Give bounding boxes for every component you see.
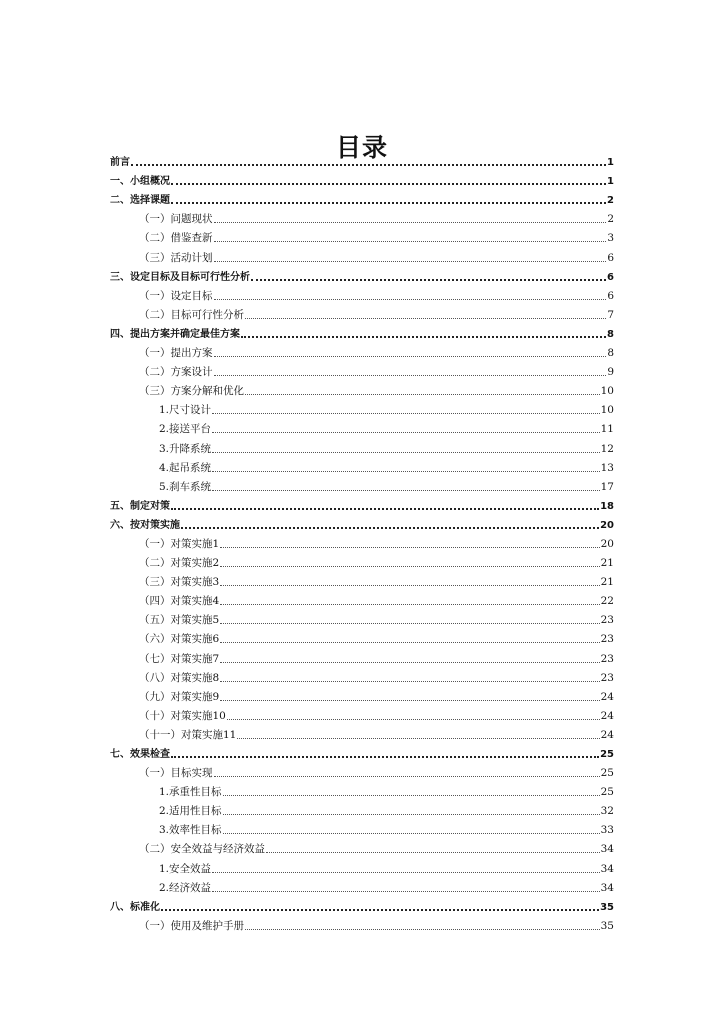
toc-entry[interactable] [110, 608, 614, 627]
toc-entry[interactable] [110, 761, 614, 780]
toc-entry-label: （五）对策实施5 [139, 614, 220, 627]
toc-dot-leader [214, 261, 607, 262]
toc-entry-page-number: 20 [600, 519, 614, 531]
toc-entry[interactable] [110, 265, 614, 284]
toc-entry-label: （一）目标实现 [139, 767, 213, 780]
toc-entry-label: 2.接送平台 [159, 423, 212, 436]
toc-entry-page-number: 8 [607, 328, 614, 340]
toc-entry-label: （七）对策实施7 [139, 652, 220, 665]
toc-dot-leader [214, 241, 607, 242]
toc-entry-label: 二、选择课题 [110, 195, 170, 207]
toc-entry-label: （十一）对策实施11 [139, 728, 237, 741]
toc-dot-leader [220, 623, 599, 624]
toc-dot-leader [212, 891, 600, 892]
toc-dot-leader [220, 681, 599, 682]
toc-entry[interactable] [110, 876, 614, 895]
table-of-contents [110, 150, 614, 933]
toc-entry-page-number: 3 [607, 232, 614, 245]
toc-entry-label: 1.尺寸设计 [159, 404, 212, 417]
toc-entry-page-number: 35 [600, 919, 614, 932]
toc-entry-label: 五、制定对策 [110, 500, 170, 512]
toc-dot-leader [220, 604, 599, 605]
toc-entry-page-number: 25 [600, 767, 614, 780]
toc-entry-page-number: 34 [600, 843, 614, 856]
toc-entry-label: 前言 [110, 157, 130, 169]
toc-dot-leader [220, 662, 599, 663]
toc-entry-page-number: 2 [607, 213, 614, 226]
toc-entry-page-number: 24 [600, 690, 614, 703]
toc-entry[interactable] [110, 685, 614, 704]
toc-entry-label: （八）对策实施8 [139, 671, 220, 684]
toc-entry[interactable] [110, 284, 614, 303]
toc-entry[interactable] [110, 436, 614, 455]
toc-entry-page-number: 22 [600, 595, 614, 608]
toc-dot-leader [214, 356, 607, 357]
toc-dot-leader [212, 490, 600, 491]
toc-entry-page-number: 25 [600, 786, 614, 799]
toc-entry-label: 四、提出方案并确定最佳方案 [110, 328, 240, 340]
toc-dot-leader [223, 833, 600, 834]
toc-entry-label: （三）对策实施3 [139, 576, 220, 589]
toc-entry-label: （一）设定目标 [139, 289, 213, 302]
toc-entry[interactable] [110, 188, 614, 207]
toc-entry-label: （十）对策实施10 [139, 709, 226, 722]
toc-entry-label: （一）使用及维护手册 [139, 919, 244, 932]
toc-entry-page-number: 25 [600, 749, 614, 760]
toc-entry[interactable] [110, 723, 614, 742]
toc-entry-page-number: 33 [600, 824, 614, 837]
toc-entry-page-number: 21 [600, 576, 614, 589]
toc-entry-page-number: 24 [600, 709, 614, 722]
toc-entry[interactable] [110, 513, 614, 532]
toc-dot-leader [245, 929, 600, 930]
toc-entry-page-number: 23 [600, 652, 614, 665]
toc-entry-page-number: 11 [600, 423, 614, 436]
toc-entry-label: 4.起吊系统 [159, 461, 212, 474]
toc-entry-page-number: 10 [600, 385, 614, 398]
toc-entry-label: 3.升降系统 [159, 442, 212, 455]
toc-dot-leader [212, 432, 600, 433]
toc-dot-leader [171, 756, 599, 758]
toc-entry-page-number: 21 [600, 557, 614, 570]
toc-entry-page-number: 34 [600, 881, 614, 894]
toc-entry[interactable] [110, 322, 614, 341]
toc-entry-page-number: 34 [600, 862, 614, 875]
toc-dot-leader [245, 318, 606, 319]
toc-entry-page-number: 8 [607, 347, 614, 360]
toc-entry-label: （一）提出方案 [139, 347, 213, 360]
toc-entry[interactable] [110, 799, 614, 818]
toc-dot-leader [214, 776, 600, 777]
toc-entry[interactable] [110, 742, 614, 761]
toc-entry[interactable] [110, 856, 614, 875]
toc-entry-label: 三、设定目标及目标可行性分析 [110, 271, 250, 283]
toc-entry-label: （三）方案分解和优化 [139, 385, 244, 398]
toc-entry-label: （六）对策实施6 [139, 633, 220, 646]
toc-dot-leader [212, 452, 600, 453]
toc-dot-leader [220, 547, 599, 548]
toc-entry[interactable] [110, 398, 614, 417]
toc-entry-page-number: 1 [607, 157, 614, 169]
toc-entry-page-number: 17 [600, 480, 614, 493]
toc-entry[interactable] [110, 456, 614, 475]
toc-entry-label: （二）目标可行性分析 [139, 308, 244, 321]
toc-entry[interactable] [110, 494, 614, 513]
toc-entry[interactable] [110, 303, 614, 322]
toc-dot-leader [266, 852, 600, 853]
toc-entry[interactable] [110, 379, 614, 398]
toc-dot-leader [223, 795, 600, 796]
toc-entry-label: 3.效率性目标 [159, 824, 222, 837]
toc-entry-label: （四）对策实施4 [139, 595, 220, 608]
toc-dot-leader [214, 222, 607, 223]
toc-dot-leader [171, 202, 606, 204]
toc-entry[interactable] [110, 475, 614, 494]
toc-entry-label: （一）对策实施1 [139, 537, 220, 550]
toc-entry-page-number: 23 [600, 633, 614, 646]
toc-entry-label: 2.经济效益 [159, 881, 212, 894]
toc-entry-label: （九）对策实施9 [139, 690, 220, 703]
toc-entry-label: 七、效果检查 [110, 749, 170, 760]
toc-entry[interactable] [110, 914, 614, 933]
toc-entry-page-number: 24 [600, 728, 614, 741]
toc-entry-page-number: 23 [600, 614, 614, 627]
toc-entry[interactable] [110, 532, 614, 551]
toc-entry-page-number: 32 [600, 805, 614, 818]
toc-entry[interactable] [110, 627, 614, 646]
toc-entry[interactable] [110, 646, 614, 665]
toc-entry-label: （二）借鉴查新 [139, 232, 213, 245]
toc-entry-label: 六、按对策实施 [110, 519, 180, 531]
toc-entry[interactable] [110, 245, 614, 264]
toc-entry-label: 八、标准化 [110, 901, 160, 913]
toc-entry[interactable] [110, 895, 614, 914]
toc-dot-leader [220, 642, 599, 643]
toc-entry-page-number: 20 [600, 537, 614, 550]
toc-dot-leader [171, 183, 606, 185]
toc-entry[interactable] [110, 360, 614, 379]
toc-entry[interactable] [110, 818, 614, 837]
toc-dot-leader [220, 566, 599, 567]
toc-entry[interactable] [110, 207, 614, 226]
toc-entry[interactable] [110, 169, 614, 188]
toc-entry-page-number: 10 [600, 404, 614, 417]
toc-entry[interactable] [110, 150, 614, 169]
toc-dot-leader [214, 375, 607, 376]
toc-entry-page-number: 12 [600, 442, 614, 455]
toc-entry-label: 一、小组概况 [110, 176, 170, 188]
toc-entry-label: （三）活动计划 [139, 251, 213, 264]
toc-entry-label: （二）安全效益与经济效益 [139, 843, 265, 856]
toc-entry[interactable] [110, 551, 614, 570]
toc-entry[interactable] [110, 704, 614, 723]
toc-entry[interactable] [110, 417, 614, 436]
toc-entry[interactable] [110, 837, 614, 856]
toc-entry-page-number: 18 [600, 500, 614, 512]
toc-entry-page-number: 6 [607, 271, 614, 283]
toc-dot-leader [223, 814, 600, 815]
toc-dot-leader [214, 299, 607, 300]
toc-entry-label: 2.适用性目标 [159, 805, 222, 818]
toc-entry-page-number: 7 [607, 308, 614, 321]
toc-entry-label: 5.刹车系统 [159, 480, 212, 493]
toc-entry-label: 1.安全效益 [159, 862, 212, 875]
toc-dot-leader [241, 336, 606, 338]
toc-entry-page-number: 6 [607, 251, 614, 264]
toc-entry[interactable] [110, 666, 614, 685]
toc-dot-leader [131, 164, 606, 166]
toc-dot-leader [251, 279, 606, 281]
toc-entry-page-number: 6 [607, 289, 614, 302]
toc-dot-leader [220, 700, 599, 701]
toc-dot-leader [212, 872, 600, 873]
toc-entry-page-number: 35 [600, 901, 614, 913]
toc-entry[interactable] [110, 570, 614, 589]
toc-dot-leader [237, 738, 599, 739]
toc-entry-label: （二）方案设计 [139, 366, 213, 379]
toc-dot-leader [227, 719, 600, 720]
toc-entry[interactable] [110, 780, 614, 799]
toc-dot-leader [220, 585, 599, 586]
toc-entry-label: （一）问题现状 [139, 213, 213, 226]
page-title: 目录 [335, 132, 388, 162]
toc-entry-label: 1.承重性目标 [159, 786, 222, 799]
toc-dot-leader [171, 508, 599, 510]
toc-entry-page-number: 2 [607, 195, 614, 207]
toc-entry-page-number: 13 [600, 461, 614, 474]
toc-dot-leader [212, 471, 600, 472]
toc-dot-leader [245, 394, 600, 395]
toc-entry[interactable] [110, 341, 614, 360]
toc-entry-page-number: 23 [600, 671, 614, 684]
toc-entry-page-number: 9 [607, 366, 614, 379]
toc-dot-leader [212, 413, 600, 414]
toc-entry-label: （二）对策实施2 [139, 557, 220, 570]
toc-entry[interactable] [110, 589, 614, 608]
toc-dot-leader [161, 909, 599, 911]
toc-entry[interactable] [110, 226, 614, 245]
toc-dot-leader [181, 527, 599, 529]
toc-entry-page-number: 1 [607, 176, 614, 188]
